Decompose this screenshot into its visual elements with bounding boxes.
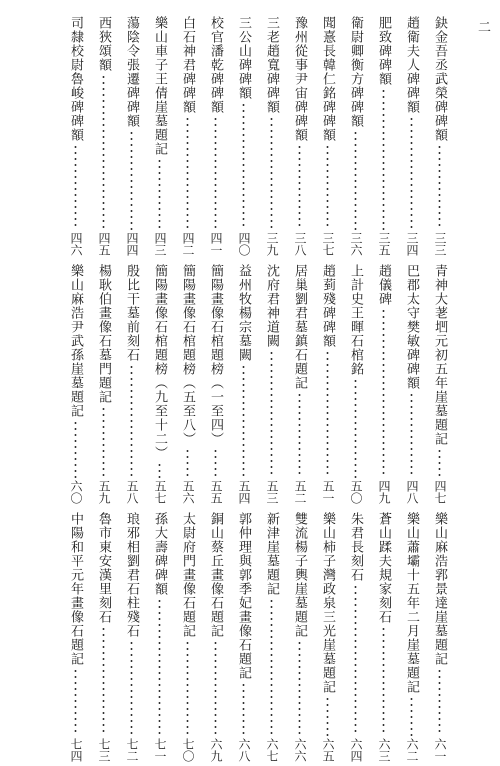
dot-leader: [317, 350, 338, 478]
toc-entry-title: 趙衛夫人碑碑額: [404, 16, 419, 114]
dot-leader: [261, 116, 282, 230]
toc-entry-title: 衛尉卿衡方碑碑額: [348, 16, 363, 128]
dot-leader: [205, 448, 226, 478]
dot-leader: [177, 448, 198, 478]
toc-entry-page: 三八: [293, 232, 307, 256]
toc-entry-title: 雙流楊子輿崖墓題記: [292, 512, 307, 638]
toc-entry: [345, 264, 366, 504]
dot-leader: [93, 406, 114, 478]
toc-entry: [205, 264, 226, 504]
toc-entry: [373, 16, 394, 256]
dot-leader: [289, 640, 310, 736]
toc-entry: [401, 16, 422, 256]
toc-entry: [317, 512, 338, 762]
dot-leader: [65, 420, 86, 478]
toc-entry-title: 太尉府門畫像石題記: [180, 512, 195, 638]
toc-entry: [93, 512, 114, 762]
dot-leader: [401, 392, 422, 478]
dot-leader: [121, 364, 142, 478]
toc-entry-title: 新津崖墓題記: [264, 512, 279, 596]
dot-leader: [205, 116, 226, 230]
toc-entry-page: 六六: [293, 738, 307, 762]
toc-tier-1: [30, 16, 450, 256]
toc-tier-2: [30, 264, 450, 504]
toc-entry-page: 四六: [69, 232, 83, 256]
toc-entry-page: 三六: [349, 232, 363, 256]
dot-leader: [373, 88, 394, 230]
dot-leader: [345, 378, 366, 478]
toc-entry-page: 六八: [237, 738, 251, 762]
dot-leader: [65, 668, 86, 736]
toc-entry-page: 五六: [181, 480, 195, 504]
toc-entry-page: 五九: [97, 480, 111, 504]
toc-entry-title: 趙儀碑: [376, 264, 391, 306]
toc-entry-title: 簡陽畫像石棺題榜（一至四）: [208, 264, 223, 446]
toc-entry-title: 朱君長刻石: [348, 512, 363, 582]
toc-entry: [65, 264, 86, 504]
dot-leader: [233, 364, 254, 478]
dot-leader: [177, 116, 198, 230]
dot-leader: [121, 640, 142, 736]
toc-entry: [65, 16, 86, 256]
toc-entry-title: 蕩陰令張遷碑碑額: [124, 16, 139, 128]
toc-entry-page: 三五: [377, 232, 391, 256]
toc-entry: [261, 512, 282, 762]
toc-entry: [233, 264, 254, 504]
toc-entry-page: 四〇: [237, 232, 251, 256]
toc-entry-page: 六七: [265, 738, 279, 762]
toc-entry-title: 巴郡太守樊敏碑碑額: [404, 264, 419, 390]
toc-entry: [149, 512, 170, 762]
toc-entry-title: 銅山蔡丘畫像石題記: [208, 512, 223, 638]
dot-leader: [429, 144, 450, 230]
toc-entry: [177, 512, 198, 762]
dot-leader: [233, 682, 254, 736]
toc-entry-title: 簡陽畫像石棺題榜（五至八）: [180, 264, 195, 446]
dot-leader: [177, 640, 198, 736]
dot-leader: [345, 130, 366, 230]
toc-entry: [261, 16, 282, 256]
toc-entry-page: 四二: [181, 232, 195, 256]
toc-entry: [233, 512, 254, 762]
toc-entry-page: 七一: [153, 738, 167, 762]
toc-tier-3: [30, 512, 450, 762]
dot-leader: [373, 308, 394, 478]
toc-entry: [373, 512, 394, 762]
toc-entry-title: 樂山麻浩尹武孫崖墓題記: [68, 264, 83, 418]
toc-entry: [205, 16, 226, 256]
toc-entry-page: 五〇: [349, 480, 363, 504]
toc-entry-page: 五一: [321, 480, 335, 504]
toc-entry: [345, 512, 366, 762]
toc-entry: [121, 16, 142, 256]
dot-leader: [373, 626, 394, 736]
toc-entry-page: 四一: [209, 232, 223, 256]
toc-entry-page: 七二: [125, 738, 139, 762]
dot-leader: [289, 392, 310, 478]
toc-entry-title: 郭仲理與郭季妃畫像石題記: [236, 512, 251, 680]
dot-leader: [233, 102, 254, 230]
toc-entry-page: 六九: [209, 738, 223, 762]
toc-entry-title: 樂山柿子灣政泉三光崖墓題記: [320, 512, 335, 694]
dot-leader: [345, 584, 366, 736]
dot-leader: [65, 144, 86, 230]
toc-entry-title: 益州牧楊宗墓闕: [236, 264, 251, 362]
toc-entry-title: 西狹頌額: [96, 16, 111, 72]
dot-leader: [93, 74, 114, 230]
dot-leader: [401, 696, 422, 736]
toc-entry: [233, 16, 254, 256]
toc-entry-title: 三公山碑碑額: [236, 16, 251, 100]
toc-entry-title: 樂山蕭壩十五年二月崖墓題記: [404, 512, 419, 694]
toc-entry-title: 青神大荖垇元初五年崖墓題記: [432, 264, 447, 446]
toc-entry-page: 四四: [125, 232, 139, 256]
toc-entry-page: 五二: [293, 480, 307, 504]
dot-leader: [429, 448, 450, 478]
toc-entry-title: 孫大壽碑碑額: [152, 512, 167, 596]
toc-entry: [149, 16, 170, 256]
toc-entry: [373, 264, 394, 504]
dot-leader: [261, 350, 282, 478]
toc-entry: [317, 16, 338, 256]
toc-entry: [289, 512, 310, 762]
toc-entry-title: 鈌金吾丞武榮碑碑額: [432, 16, 447, 142]
toc-entry-title: 樂山車子王倩崖墓題記: [152, 16, 167, 156]
toc-entry-title: 魯市東安漢里刻石: [96, 512, 111, 624]
toc-entry-title: 肥致碑碑額: [376, 16, 391, 86]
toc-entry: [93, 264, 114, 504]
toc-entry-title: 沈府君神道闕: [264, 264, 279, 348]
toc-entry-page: 四九: [377, 480, 391, 504]
toc-entry: [93, 16, 114, 256]
toc-entry: [317, 264, 338, 504]
toc-entry-title: 三老趙寬碑碑額: [264, 16, 279, 114]
toc-entry: [429, 512, 450, 762]
toc-entry: [401, 264, 422, 504]
toc-entry: [289, 264, 310, 504]
toc-entry-title: 蒼山蹂夫規家刻石: [376, 512, 391, 624]
toc-entry-page: 七〇: [181, 738, 195, 762]
dot-leader: [261, 598, 282, 736]
toc-entry-page: 六一: [433, 738, 447, 762]
toc-entry-page: 三四: [405, 232, 419, 256]
toc-entry-page: 三九: [265, 232, 279, 256]
toc-entry-title: 白石神君碑碑額: [180, 16, 195, 114]
toc-entry-page: 四五: [97, 232, 111, 256]
toc-entry-page: 五四: [237, 480, 251, 504]
toc-entry-page: 五八: [125, 480, 139, 504]
dot-leader: [205, 640, 226, 736]
toc-entry-page: 五三: [265, 480, 279, 504]
toc-entry-page: 六五: [321, 738, 335, 762]
toc-entry-title: 校官潘乾碑碑額: [208, 16, 223, 114]
toc-entry-title: 居巢劉君墓鎮石題記: [292, 264, 307, 390]
toc-entry: [289, 16, 310, 256]
toc-entry-title: 琅邪相劉君石柱殘石: [124, 512, 139, 638]
toc-entry-title: 中陽和平元年畫像石題記: [68, 512, 83, 666]
toc-entry-page: 六三: [377, 738, 391, 762]
toc-entry: [121, 512, 142, 762]
toc-entry: [345, 16, 366, 256]
dot-leader: [317, 696, 338, 736]
toc-entry-page: 七三: [97, 738, 111, 762]
toc-entry: [401, 512, 422, 762]
toc-entry-page: 五五: [209, 480, 223, 504]
toc-entry-page: 五七: [153, 480, 167, 504]
toc-entry: [177, 16, 198, 256]
toc-entry: [121, 264, 142, 504]
toc-entry-title: 司隸校尉魯峻碑碑額: [68, 16, 83, 142]
toc-entry-title: 聞憙長韓仁銘碑碑額: [320, 16, 335, 142]
dot-leader: [149, 462, 170, 478]
dot-leader: [317, 144, 338, 230]
toc-entry-page: 三七: [321, 232, 335, 256]
toc-entry-page: 六四: [349, 738, 363, 762]
toc-entry-title: 上計史王暉石棺銘: [348, 264, 363, 376]
toc-entry-page: 四八: [405, 480, 419, 504]
toc-entry-page: 四三: [153, 232, 167, 256]
toc-entry: [261, 264, 282, 504]
dot-leader: [149, 158, 170, 230]
dot-leader: [429, 668, 450, 736]
toc-entry-page: 三三: [433, 232, 447, 256]
toc-entry: [429, 264, 450, 504]
dot-leader: [93, 626, 114, 736]
toc-entry-title: 豫州從事尹宙碑碑額: [292, 16, 307, 142]
dot-leader: [121, 130, 142, 230]
page-number: 二: [475, 20, 490, 35]
toc-entry-title: 樂山麻浩郛景達崖墓題記: [432, 512, 447, 666]
toc-entry-page: 七四: [69, 738, 83, 762]
dot-leader: [401, 116, 422, 230]
toc-entry: [429, 16, 450, 256]
toc-entry: [65, 512, 86, 762]
toc-entry-page: 四七: [433, 480, 447, 504]
toc-entry: [205, 512, 226, 762]
toc-entry-title: 簡陽畫像石棺題榜（九至十二）: [152, 264, 167, 460]
toc-entry: [177, 264, 198, 504]
toc-entry-title: 殷比干墓前刻石: [124, 264, 139, 362]
toc-entry: [149, 264, 170, 504]
toc-entry-title: 趙菿殘碑碑額: [320, 264, 335, 348]
toc-entry-page: 六〇: [69, 480, 83, 504]
toc-entry-title: 楊耿伯畫像石墓門題記: [96, 264, 111, 404]
dot-leader: [149, 598, 170, 736]
toc-entry-page: 六二: [405, 738, 419, 762]
dot-leader: [289, 144, 310, 230]
